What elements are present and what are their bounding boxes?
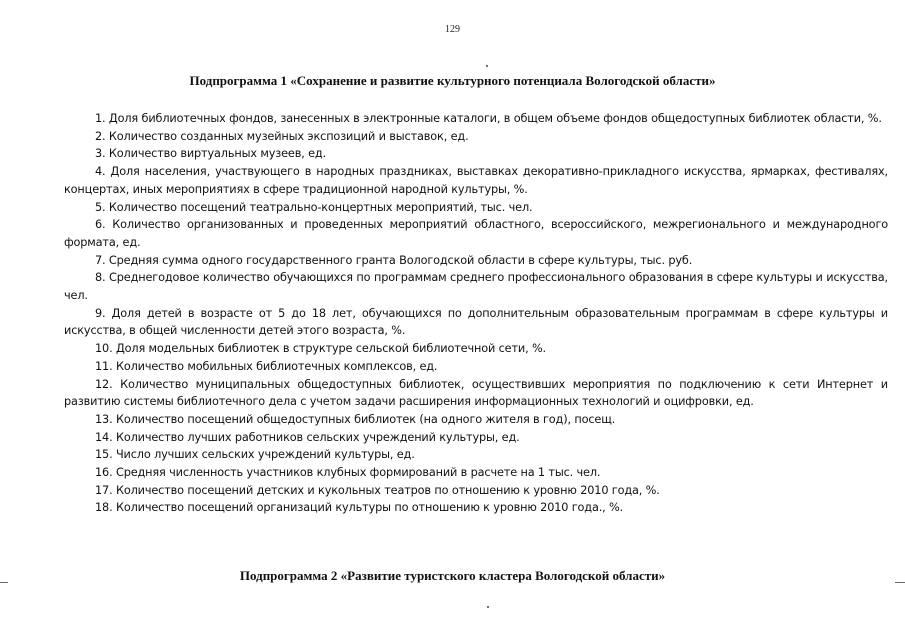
list-item: 8. Среднегодовое количество обучающихся по программам среднего профессионального образования в сфере культуры и искусства, чел. (64, 271, 888, 303)
list-item: 17. Количество посещений детских и кукольных театров по отношению к уровню 2010 года, %. (95, 483, 660, 497)
subprogram-1-title: Подпрограмма 1 «Сохранение и развитие культурного потенциала Вологодской области» (189, 73, 716, 88)
list-item: 9. Доля детей в возрасте от 5 до 18 лет, обучающихся по дополнительным образовательным программам в сфере культуры и искусства, в общей численности детей этого возраста, %. (64, 306, 888, 338)
list-item: 16. Средняя численность участников клубных формирований в расчете на 1 тыс. чел. (95, 466, 601, 480)
subprogram-2-title: Подпрограмма 2 «Развитие туристского кластера Вологодской области» (239, 568, 666, 583)
list-item: 7. Средняя сумма одного государственного гранта Вологодской области в сфере культуры, тыс. руб. (95, 253, 693, 267)
list-item: 12. Количество муниципальных общедоступных библиотек, осуществивших мероприятия по подключению к сети Интернет и развитию системы библиотечного дела с учетом задачи расширения информационных технологий и оцифровки, ед. (64, 377, 888, 409)
list-item: 11. Количество мобильных библиотечных комплексов, ед. (95, 359, 438, 373)
list-item: 15. Число лучших сельских учреждений культуры, ед. (95, 448, 415, 462)
list-item: 10. Доля модельных библиотек в структуре сельской библиотечной сети, %. (95, 342, 546, 356)
list-item: 6. Количество организованных и проведенных мероприятий областного, всероссийского, межрегионального и международного формата, ед. (64, 218, 888, 249)
list-item: 3. Количество виртуальных музеев, ед. (95, 147, 327, 161)
list-item: 5. Количество посещений театрально-концертных мероприятий, тыс. чел. (95, 200, 533, 214)
scan-speck (486, 65, 488, 67)
list-item: 2. Количество созданных музейных экспозиций и выставок, ед. (95, 129, 469, 143)
scan-speck (487, 606, 489, 608)
list-item: 13. Количество посещений общедоступных библиотек (на одного жителя в год), посещ. (95, 412, 616, 426)
list-item: 14. Количество лучших работников сельских учреждений культуры, ед. (95, 430, 520, 444)
list-item: 18. Количество посещений организаций культуры по отношению к уровню 2010 года., %. (95, 501, 624, 515)
indicator-list (64, 110, 888, 517)
page-number: 129 (445, 24, 460, 35)
list-item: 1. Доля библиотечных фондов, занесенных в электронные каталоги, в общем объеме фондов общедоступных библиотек области, %. (95, 112, 882, 125)
list-item: 4. Доля населения, участвующего в народных праздниках, выставках декоративно-прикладного искусства, ярмарках, фестивалях, концертах, иных мероприятиях в сфере традиционной народной культуры, %. (64, 165, 888, 196)
